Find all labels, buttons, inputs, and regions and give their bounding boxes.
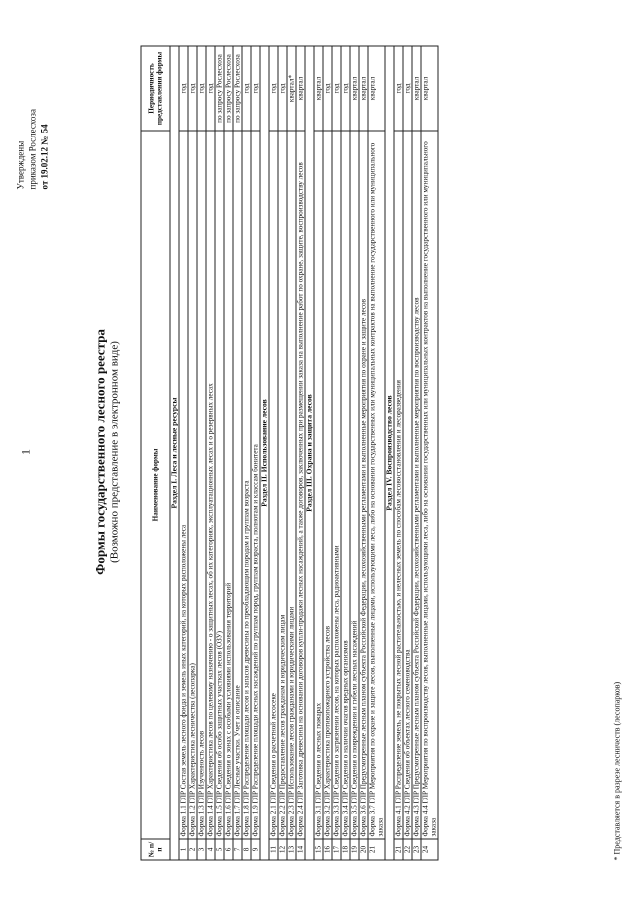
section-title: Раздел IV. Воспроизводство лесов [385,46,394,860]
table-row [278,46,287,860]
table-row [233,46,242,860]
form-period: год [206,46,215,131]
rotated-sheet [1,0,640,905]
document-subtitle: (Возможно представление в электронном виде) [108,341,121,563]
row-number: 24 [421,839,438,860]
row-number: 1 [179,839,188,860]
form-period: квартал [359,46,368,131]
form-period: год [197,46,206,131]
row-number: 13 [287,839,296,860]
form-name: Форма 2.4 ГЛР Заготовка древесины на основании договоров купли-продажи лесных насаждений, а также договоров, заключенных при размещении заказа на выполнение работ по охране, защите, воспроизводству лесов [296,131,305,839]
table-row [287,46,296,860]
form-period: по запросу Рослесхоза [224,46,233,131]
row-number: 9 [251,839,260,860]
table-row [350,46,359,860]
header-name: Наименование формы [141,131,170,839]
row-number: 11 [269,839,278,860]
form-name: Форма 1.3 ГЛР Изученность лесов [197,131,206,839]
row-number: 12 [278,839,287,860]
table-row [206,46,215,860]
row-number: 5 [215,839,224,860]
form-name: Форма 3.5 ГЛР Сведения о повреждении и гибели лесных насаждений [350,131,359,839]
form-name: Форма 3.7 ГЛР Мероприятия по охране и защите лесов, выполненные лицами, использующими леса, либо на основании государственных или муниципальных контрактов на выполнение государственного или муниципального заказа [368,131,385,839]
table-row [421,46,438,860]
row-number: 7 [233,839,242,860]
form-name: Форма 1.1 ГЛР Состав земель лесного фонда и земель иных категорий, на которых расположены леса [179,131,188,839]
form-name: Форма 3.6 ГЛР Предусмотренные лесным планом субъекта Российской Федерации, лесохозяйственными регламентами и выполненные мероприятия по охране и защите лесов [359,131,368,839]
table-row [197,46,206,860]
row-number: 6 [224,839,233,860]
form-period: квартал* [287,46,296,131]
row-number: 17 [332,839,341,860]
form-period: квартал [314,46,323,131]
section-title: Раздел I. Леса и лесные ресурсы [170,46,179,860]
table-row [368,46,385,860]
table-row [188,46,197,860]
forms-table [141,46,439,861]
form-name: Форма 2.3 ГЛР Использование лесов гражданами и юридическими лицами [287,131,296,839]
header-period: Периодичность представления формы [141,46,170,131]
row-number: 23 [412,839,421,860]
table-row [242,46,251,860]
row-number: 18 [341,839,350,860]
table-row [269,46,278,860]
form-name: Форма 1.6 ГЛР Сведения о зонах с особыми условиями использования территорий [224,131,233,839]
form-period: квартал [421,46,438,131]
form-period: квартал [296,46,305,131]
form-name: Форма 2.1 ГЛР Сведения о расчетной лесосеке [269,131,278,839]
approval-line-1: Утверждены [15,140,26,190]
approval-line-2: приказом Рослесхоза [27,109,38,190]
header-num: № п/п [141,839,170,860]
footnote: * Представляется в разрезе лесничеств (лесопарков) [612,681,622,861]
form-period: по запросу Рослесхоза [215,46,224,131]
form-name: Форма 4.2 ГЛР Сведения об объектах лесного семеноводства [403,131,412,839]
form-period: квартал [412,46,421,131]
row-number: 14 [296,839,305,860]
row-number: 21 [394,839,403,860]
row-number: 8 [242,839,251,860]
form-period: год [242,46,251,131]
form-name: Форма 1.7 ГЛР Лесные участки. Учет и описание [233,131,242,839]
table-row [323,46,332,860]
form-period: по запросу Рослесхоза [233,46,242,131]
form-period: год [188,46,197,131]
form-period: год [251,46,260,131]
form-period: год [269,46,278,131]
table-row [314,46,323,860]
row-number: 16 [323,839,332,860]
form-period: год [394,46,403,131]
row-number: 3 [197,839,206,860]
approval-stamp [15,40,51,190]
form-name: Форма 3.2 ГЛР Характеристика противопожарного устройства лесов [323,131,332,839]
section-row [305,46,314,860]
form-period: год [403,46,412,131]
form-name: Форма 4.4 ГЛР Мероприятия по воспроизводству лесов, выполненные лицами, использующими леса, либо на основании государственных или муниципальных контрактов на выполнение государственного или муниципального заказа [421,131,438,839]
table-row [224,46,233,860]
row-number: 19 [350,839,359,860]
table-row [341,46,350,860]
form-name: Форма 3.3 ГЛР Сведения о загрязнении лесов, на которых расположены леса, радиоактивными [332,131,341,839]
table-row [359,46,368,860]
form-period: квартал [350,46,359,131]
form-period: год [179,46,188,131]
form-name: Форма 3.1 ГЛР Сведения о лесных пожарах [314,131,323,839]
form-name: Форма 1.8 ГЛР Распределение площади лесов и запасов древесины по преобладающим породам и группам возраста [242,131,251,839]
section-row [260,46,269,860]
form-name: Форма 3.4 ГЛР Сведения о наличии очагов вредных организмов [341,131,350,839]
form-name: Форма 2.2 ГЛР Предоставление лесов гражданам и юридическим лицам [278,131,287,839]
page-number: 1 [18,449,33,455]
form-period: год [332,46,341,131]
table-row [394,46,403,860]
form-name: Форма 1.5 ГЛР Сведения об особо защитных участках лесов (ОЗУ) [215,131,224,839]
section-row [170,46,179,860]
row-number: 21 [368,839,385,860]
table-row [215,46,224,860]
row-number: 2 [188,839,197,860]
form-period: год [278,46,287,131]
table-row [179,46,188,860]
form-name: Форма 4.3 ГЛР Предусмотренные лесным планом субъекта Российской Федерации, лесохозяйственными регламентами и выполненные мероприятия по воспроизводству лесов [412,131,421,839]
section-title: Раздел III. Охрана и защита лесов [305,46,314,860]
row-number: 20 [359,839,368,860]
form-name: Форма 1.4 ГЛР Характеристика лесов по целевому назначению - о защитных лесах, об их категориях, эксплуатационных лесах и о резервных лесах [206,131,215,839]
form-name: Форма 1.2 ГЛР Характеристика лесничества (лесопарка) [188,131,197,839]
section-title: Раздел II. Использование лесов [260,46,269,860]
form-name: Форма 4.1 ГЛР Распределение земель, не покрытых лесной растительностью, и нелесных земель по способам лесовосстановления и лесоразведения [394,131,403,839]
table-header-row [141,46,170,860]
form-period: год [341,46,350,131]
table-body [170,46,438,860]
row-number: 15 [314,839,323,860]
approval-line-3: от 19.02.12 № 54 [39,124,50,190]
table-row [332,46,341,860]
table-row [412,46,421,860]
table-row [403,46,412,860]
row-number: 22 [403,839,412,860]
document-title: Формы государственного лесного реестра [92,329,108,575]
row-number: 4 [206,839,215,860]
section-row [385,46,394,860]
form-period: квартал [368,46,385,131]
form-period: год [323,46,332,131]
form-name: Форма 1.9 ГЛР Распределение площади лесных насаждений по группам пород, группам возраста, полнотам и классам бонитета [251,131,260,839]
